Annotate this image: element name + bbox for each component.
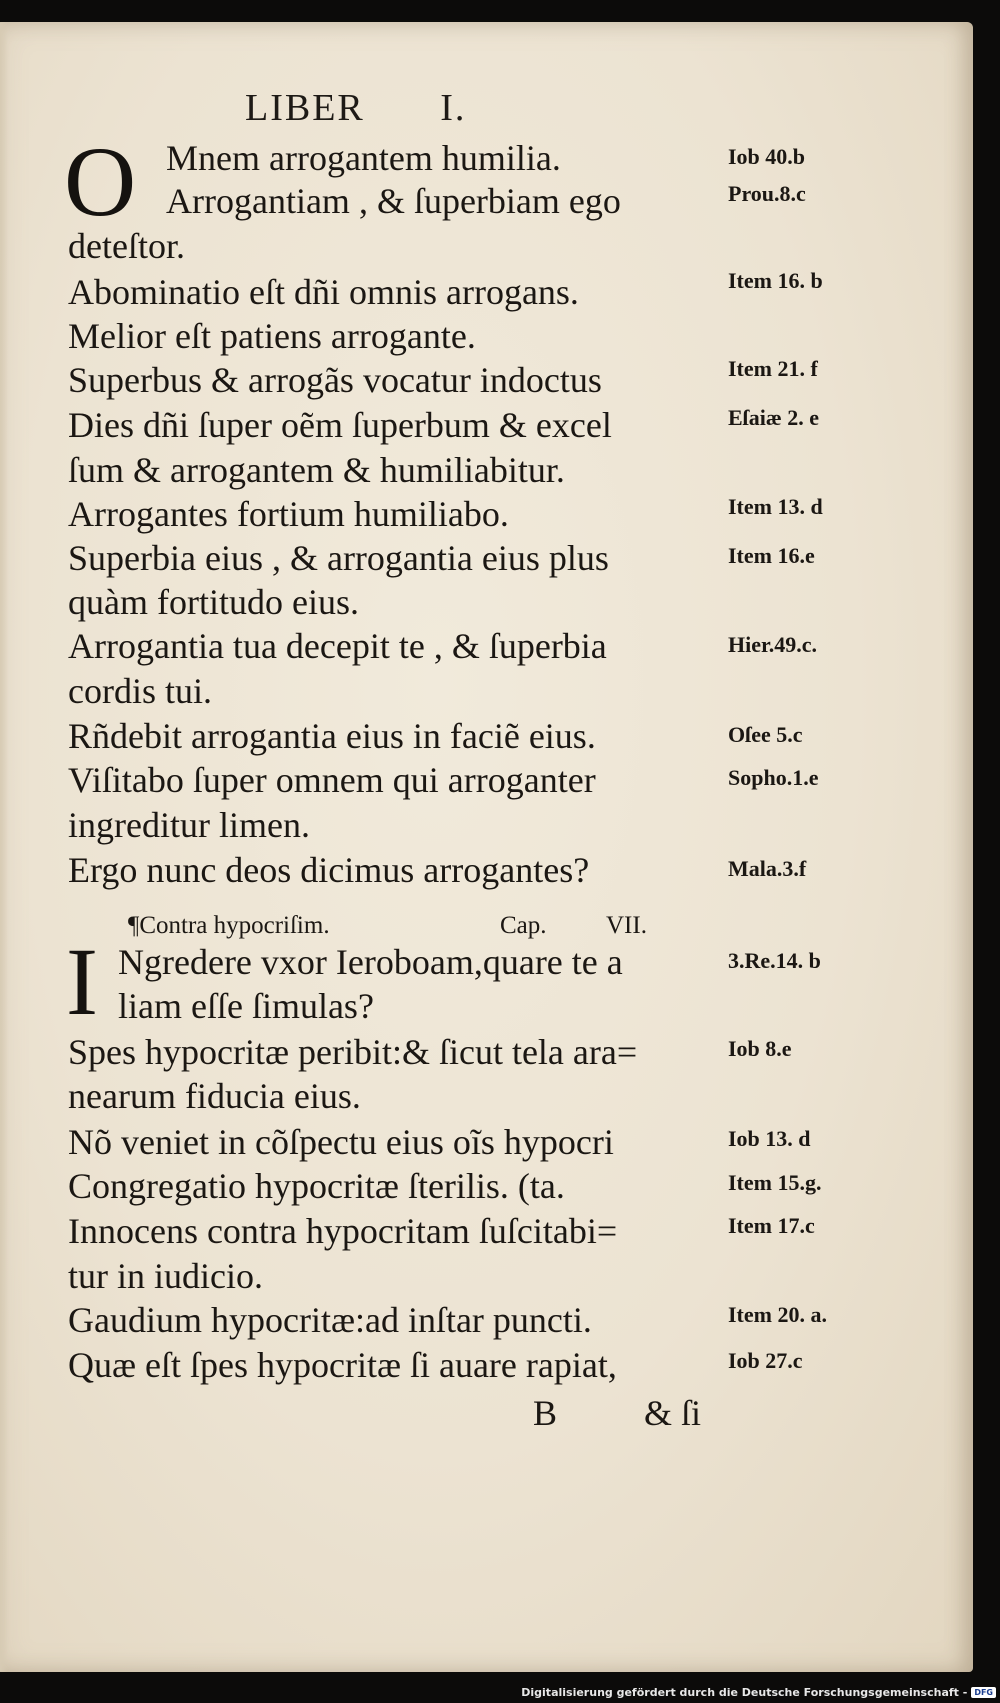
- text-line: Innocens contra hypocritam ſuſcitabi=: [68, 1211, 618, 1251]
- catchword: & ſi: [644, 1393, 702, 1433]
- text-line: Nõ veniet in cõſpectu eius oĩs hypocri: [68, 1122, 614, 1162]
- text-line: Gaudium hypocritæ:ad inſtar puncti.: [68, 1300, 592, 1340]
- chapter-title: ¶Contra hypocriſim.: [128, 912, 330, 939]
- text-line: Superbus & arrogãs vocatur indoctus: [68, 360, 602, 400]
- margin-reference: Sopho.1.e: [728, 765, 819, 790]
- text-line: Superbia eius , & arrogantia eius plus: [68, 538, 609, 578]
- decorated-initial-o: O: [64, 126, 137, 237]
- margin-reference: Item 16.e: [728, 543, 815, 568]
- margin-reference: Item 15.g.: [728, 1170, 822, 1195]
- page-gutter-shadow: [0, 22, 8, 1672]
- text-line: Melior eſt patiens arrogante.: [68, 316, 476, 356]
- credit-text: Digitalisierung gefördert durch die Deutsche Forschungsgemeinschaft -: [521, 1686, 968, 1699]
- text-line: Ergo nunc deos dicimus arrogantes?: [68, 850, 590, 890]
- text-line: Congregatio hypocritæ ſterilis. (ta.: [68, 1166, 565, 1206]
- margin-reference: Item 13. d: [728, 494, 823, 519]
- text-line: Mnem arrogantem humilia.: [166, 138, 561, 178]
- margin-reference: Iob 13. d: [728, 1126, 811, 1151]
- margin-reference: Iob 40.b: [728, 144, 806, 169]
- text-line: cordis tui.: [68, 671, 212, 711]
- text-line: Viſitabo ſuper omnem qui arroganter: [68, 760, 596, 800]
- text-line: quàm fortitudo eius.: [68, 582, 359, 622]
- dfg-logo-icon: DFG: [971, 1687, 996, 1698]
- header-book-number: I.: [440, 87, 467, 129]
- margin-reference: Hier.49.c.: [728, 632, 817, 657]
- text-line: Rñdebit arrogantia eius in faciẽ eius.: [68, 716, 596, 756]
- text-line: liam eſſe ſimulas?: [118, 986, 374, 1026]
- book-page: [0, 22, 973, 1672]
- running-header: [245, 86, 466, 130]
- text-line: Arrogantia tua decepit te , & ſuperbia: [68, 626, 607, 666]
- signature-mark: B: [533, 1393, 558, 1433]
- text-line: Ngredere vxor Ieroboam,quare te a: [118, 942, 623, 982]
- margin-reference: Item 17.c: [728, 1213, 815, 1238]
- margin-reference: Iob 27.c: [728, 1348, 803, 1373]
- decorated-initial-i: I: [66, 928, 98, 1035]
- digitization-credit: [521, 1686, 996, 1699]
- margin-reference: Iob 8.e: [728, 1036, 792, 1061]
- margin-reference: Item 20. a.: [728, 1302, 827, 1327]
- header-liber: LIBER: [245, 87, 365, 129]
- text-line: ſum & arrogantem & humiliabitur.: [68, 450, 565, 490]
- text-line: ingreditur limen.: [68, 805, 310, 845]
- chapter-number: VII.: [606, 912, 647, 939]
- text-line: Quæ eſt ſpes hypocritæ ſi auare rapiat,: [68, 1345, 617, 1385]
- margin-reference: Item 16. b: [728, 268, 823, 293]
- margin-reference: 3.Re.14. b: [728, 948, 821, 973]
- margin-reference: Prou.8.c: [728, 181, 806, 206]
- chapter-cap-label: Cap.: [500, 912, 547, 939]
- margin-reference: Oſee 5.c: [728, 722, 803, 747]
- margin-reference: Mala.3.f: [728, 856, 807, 881]
- text-line: nearum fiducia eius.: [68, 1076, 361, 1116]
- margin-reference: Item 21. f: [728, 356, 818, 381]
- text-line: Spes hypocritæ peribit:& ſicut tela ara=: [68, 1032, 638, 1072]
- margin-reference: Eſaiæ 2. e: [728, 405, 820, 430]
- text-line: Dies dñi ſuper oẽm ſuperbum & excel: [68, 405, 612, 445]
- text-line: tur in iudicio.: [68, 1256, 263, 1296]
- chapter-heading: [128, 912, 647, 940]
- text-line: deteſtor.: [68, 226, 185, 266]
- text-line: Abominatio eſt dñi omnis arrogans.: [68, 272, 579, 312]
- text-line: Arrogantiam , & ſuperbiam ego: [166, 181, 621, 221]
- text-line: Arrogantes fortium humiliabo.: [68, 494, 509, 534]
